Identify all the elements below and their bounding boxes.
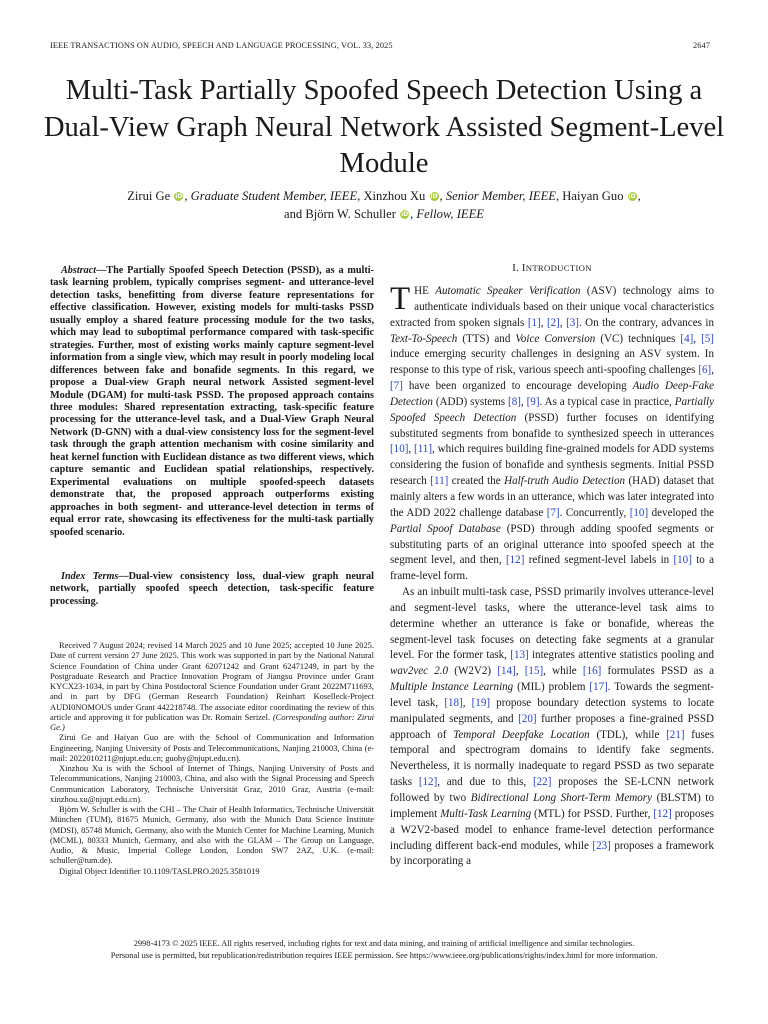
body-text: integrates attentive statistics pooling and [528,649,714,662]
citation-link[interactable]: [7] [390,380,403,393]
body-text: (W2V2) [448,665,498,678]
body-text: further proposes a fine-grained PSSD approach of [390,712,714,741]
index-terms [50,571,374,608]
citation-link[interactable]: [10] [629,506,649,519]
citation-link[interactable]: [19] [471,696,491,709]
emphasized-term: Multi-Task Learning [440,807,532,820]
citation-link[interactable]: [12] [418,776,438,789]
citation-link[interactable]: [12] [653,807,672,820]
footnote-received-text: Received 7 August 2024; revised 14 March 2025 and 10 June 2025; accepted 10 June 2025. Date of current version 27 June 2025. This work was supported in part by the National Natural Science Foundation of China under Grant 62071242 and Grant 62471249, in part by the Postgraduate Research and Practice Innovation Program of Jiangsu Province under Grant KYCX23-1034, in part by China Postdoctoral Science Foundation under Grant 2022M711693, and in part by DFG (German Research Foundation) Reinhart Koselleck-Project AUDI0NOMOUS under Grant 442218748. The associate editor coordinating the review of this article and approving it for publication was Dr. Romain Serizel. [50,640,374,722]
citation-link[interactable]: [14] [497,665,516,678]
running-head [50,41,710,55]
body-text: formulates PSSD as a [601,665,714,678]
copyright-notice [30,938,738,962]
footnote-affiliation: Zirui Ge and Haiyan Guo are with the School of Communication and Information Engineering, Nanjing University of Posts and Telecommunications, Nanjing 210003, China (e-mail: 2022010211@njupt.edu.cn; guohy@njupt.edu.cn). [50,732,374,763]
citation-link[interactable]: [10] [390,443,409,456]
body-text: HE [414,285,436,297]
orcid-icon[interactable]: iD [628,193,636,200]
body-text: , and due to this, [437,776,533,789]
citation-link[interactable]: [1] [527,316,541,329]
body-text: . Concurrently, [559,506,630,519]
body-text: . On the contrary, advances in [578,316,714,329]
body-text: (VC) techniques [595,332,681,345]
body-text: propose boundary detection systems to locate manipulated segments, and [390,696,714,725]
intro-paragraph-2 [390,585,714,870]
body-text: . Towards the segment-level task, [390,681,714,709]
citation-link[interactable]: [8] [508,395,521,408]
citation-link[interactable]: [17] [589,681,608,694]
body-text: (HAD) dataset that mainly alters a few words in an utterance, which was later integrated into the ADD 2022 challenge database [390,475,714,519]
author-separator: , [637,189,641,203]
body-text: , while [543,665,583,678]
section-number: I. [512,263,522,274]
author-name: , Xinzhou Xu [357,189,426,203]
body-text: , [540,316,547,329]
body-text: , [515,665,525,678]
body-text: (ASV) technology aims to authenticate individuals based on their unique vocal characteristics extracted from spoken signals [390,285,714,329]
footnote-affiliation: Björn W. Schuller is with the CHI – The Chair of Health Informatics, Technische Universität München (TUM), 81675 Munich, Germany, also with the Munich Data Science Institute (MDSI), 85748 Munich, Germany, also with the Munich Center for Machine Learning, Munich (MCML), 80333 Munich, Germany, and also with the GLAM – The Group on Language, Audio, & Music, Imperial College London, London SW7 2AZ, U.K. (e-mail: schuller@tum.de). [50,804,374,866]
citation-link[interactable]: [11] [414,443,433,456]
body-text: , which requires building fine-grained models for ADD systems considering the fusion of bonafide and synthesis segments. Initial PSSD research [390,443,714,488]
citation-link[interactable]: [2] [546,316,560,329]
body-text: , [408,443,415,456]
body-text: created the [448,475,505,488]
body-text: , [693,332,702,345]
citation-link[interactable]: [18] [444,696,463,709]
emphasized-term: Multiple Instance Learning [390,681,514,694]
body-text: (MIL) problem [513,681,590,694]
body-text: (MTL) for PSSD. Further, [531,807,654,820]
citation-link[interactable]: [12] [505,554,525,567]
body-text: (TTS) and [457,332,516,345]
corresponding-author: (Corresponding author: Zirui Ge.) [50,711,375,732]
section-title-rest: NTRODUCTION [525,263,592,273]
body-text: (BLSTM) to implement [390,792,714,820]
intro-paragraph-2-text [390,586,714,867]
section-heading [390,263,714,274]
citation-link[interactable]: [22] [532,776,552,789]
emphasized-term: Voice Conversion [515,332,596,345]
body-text: refined segment-level labels in [524,554,674,567]
body-text: to a frame-level form. [390,554,714,583]
orcid-icon[interactable]: iD [401,210,409,218]
citation-link[interactable]: [20] [518,712,537,725]
citation-link[interactable]: [16] [582,665,602,678]
emphasized-term: Partial Spoof Database [390,522,501,535]
body-text: , [559,316,567,329]
body-text: , [462,696,472,709]
footnote-affiliation: Xinzhou Xu is with the School of Internet of Things, Nanjing University of Posts and Telecommunications, Nanjing 210003, China, and also with the Signal Processing and Speech Communication Laboratory, Technische Universität Graz, 2010 Graz, Austria (e-mail: xinzhou.xu@njupt.edu.cn). [50,763,374,804]
emphasized-term: Automatic Speaker Verification [435,285,581,297]
body-text: (PSD) through adding spoofed segments or substituting parts of an original utterance into spoofed speech at the segment level, and then, [390,522,714,567]
body-text: proposes a framework by incorporating a [390,839,714,868]
emphasized-term: Half-truth Audio Detection [504,475,626,488]
body-text: As an inbuilt multi-task case, PSSD primarily involves utterance-level and segment-level tasks, where the utterance-level task aims to determine whether an utterance is fake or bonafide, whereas the segment-level task focuses on detecting fake segments at a granular level. For the former task, [390,586,714,662]
body-text: proposes a W2V2-based model to enhance frame-level detection performance including different back-end modules, while [390,807,714,852]
citation-link[interactable]: [3] [566,316,579,329]
emphasized-term: Bidirectional Long Short-Term Memory [470,792,652,804]
footnote-received [50,640,374,732]
body-text: , [711,364,714,377]
citation-link[interactable]: [13] [510,649,529,662]
emphasized-term: Temporal Deepfake Location [453,728,590,741]
author-membership: , Senior Member, IEEE [439,189,556,203]
author-list [40,188,728,223]
citation-link[interactable]: [4] [680,332,694,345]
citation-link[interactable]: [11] [430,475,449,488]
index-terms-text: —Dual-view consistency loss, dual-view graph neural network, partially spoofed speech detection, task-specific feature processing. [50,571,374,607]
abstract-text: —The Partially Spoofed Speech Detection (PSSD), as a multi-task learning problem, typically comprises segment- and utterance-level detection tasks, benefitting from diverse feature representations for effective classification. However, existing models for multi-tasks PSSD usually employ a shared feature processing module for the two tasks, which may lead to suboptimal performance compared with task-specific strategies. Further, most of existing works mainly capture segment-level information from a single view, which may result in poorly modeling local differences between fake and bonafide segments. In this regard, we propose a Dual-view Graph neural network Assisted segment-level Module (DGAM) for multi-task PSSD. The proposed approach contains three modules: Shared representation extracting, task-specific feature processing for the utterance-level task, and a Dual-View Graph Neural Network (D-GNN) with a dual-view consistency loss for the segment-level task through the graph attention mechanism with cosine similarity and heat kernel function with Euclidean distance as two different views, which capture semantic and Euclidean spatial relationships, respectively. Experimental evaluations on multiple spoofed-speech datasets demonstrate that, the proposed approach outperforms existing approaches in both segment- and utterance-level detection in terms of equal error rate, showcasing its effectiveness for the multi-task partially spoofed scenario. [50,265,374,538]
journal-name: IEEE TRANSACTIONS ON AUDIO, SPEECH AND LANGUAGE PROCESSING, VOL. 33, 2025 [50,41,393,50]
footnotes [50,640,374,876]
body-text: (PSSD) further focuses on identifying substituted segments from bonafide to synthesized speech in utterances [390,411,714,440]
intro-paragraph-1 [390,281,715,585]
body-text: (ADD) systems [432,395,509,408]
body-text: induce emerging security challenges in designing an ASV system. In response to this type of risk, various speech anti-spoofing challenges [390,348,714,377]
intro-paragraph-1-text [390,281,715,583]
citation-link[interactable]: [7] [546,506,560,519]
citation-link[interactable]: [23] [592,839,611,852]
section-title-initial: I [521,263,526,274]
body-text: , [520,395,527,408]
orcid-icon[interactable]: iD [430,193,438,200]
abstract [50,265,374,539]
author-name: and Björn W. Schuller [283,206,396,221]
citation-link[interactable]: [10] [673,554,692,567]
body-text: (TDL), while [589,728,667,741]
author-name: Zirui Ge [127,189,171,203]
emphasized-term: Text-To-Speech [390,332,458,345]
emphasized-term: Partially Spoofed Speech Detection [390,395,715,424]
body-text: fuses temporal and spectrogram domains to identify fake segments. Nevertheless, it is normally inadequate to regard PSSD as two separate tasks [390,728,714,789]
citation-link[interactable]: [6] [698,364,712,377]
author-membership: , Graduate Student Member, IEEE [184,189,358,203]
page-number: 2647 [693,41,710,50]
orcid-icon[interactable]: iD [175,193,183,200]
index-terms-label: Index Terms [61,571,119,582]
drop-cap: T [390,281,411,317]
introduction-body [390,281,715,870]
body-text: developed the [648,506,715,519]
emphasized-term: wav2vec 2.0 [390,665,449,678]
paper-title: Multi-Task Partially Spoofed Speech Detection Using a Dual-View Graph Neural Network Assisted Segment-Level Module [43,75,725,179]
citation-link[interactable]: [9] [526,395,540,408]
citation-link[interactable]: [5] [701,332,714,345]
body-text: . As a typical case in practice, [539,395,675,408]
copyright-line-2: Personal use is permitted, but republication/redistribution requires IEEE permission. See https://www.ieee.org/publications/rights/index.html for more information. [110,951,658,960]
citation-link[interactable]: [21] [666,728,685,741]
abstract-label: Abstract [61,265,97,276]
body-text: have been organized to encourage developing [402,380,633,393]
citation-link[interactable]: [15] [524,665,544,678]
author-name: , Haiyan Guo [555,189,624,203]
footnote-doi: Digital Object Identifier 10.1109/TASLPRO.2025.3581019 [59,865,260,876]
body-text: proposes the SE-LCNN network followed by two [390,776,714,804]
copyright-line-1: 2998-4173 © 2025 IEEE. All rights reserved, including rights for text and data mining, and training of artificial intelligence and similar technologies. [133,939,635,948]
emphasized-term: Audio Deep-Fake Detection [390,380,715,408]
author-membership: , Fellow, IEEE [410,206,484,221]
